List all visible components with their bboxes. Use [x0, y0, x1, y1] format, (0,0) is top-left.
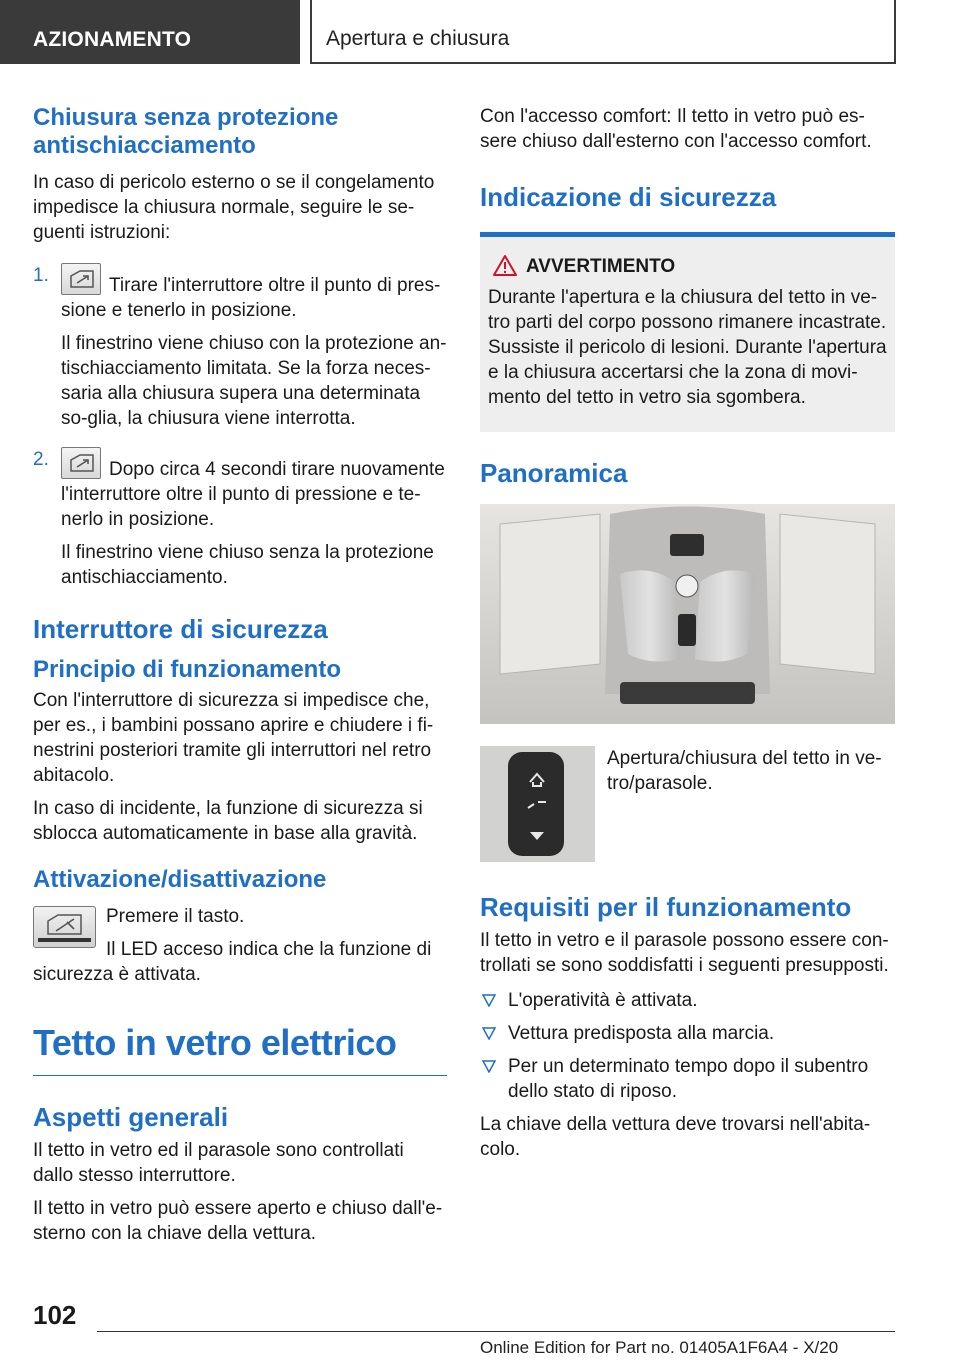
step-1-text: Tirare l'interruttore oltre il punto di pres-sione e tenerlo in posizione.: [61, 275, 441, 321]
step-1-note: Il finestrino viene chiuso con la protezione an-tischiacciamento limitata. Se la forza neces-saria alla chiusura supera una determinata so-glia, la chiusura viene interrotta.: [61, 333, 447, 429]
heading-principle: Principio di funzionamento: [33, 656, 341, 683]
window-switch-icon: [61, 447, 101, 479]
right-column: [480, 104, 895, 1162]
heading-requirements: Requisiti per il funzionamento: [480, 892, 852, 922]
bullet-triangle-icon: [482, 994, 496, 1007]
paragraph-requirements: Il tetto in vetro e il parasole possono essere con-trollati se sono soddisfatti i seguenti presupposti.: [480, 930, 889, 976]
header-chapter-label: Apertura e chiusura: [326, 27, 510, 50]
heading-general: Aspetti generali: [33, 1102, 229, 1132]
requirement-item-2: [480, 1021, 895, 1046]
heading-rule: [33, 1075, 447, 1076]
header-chapter-tab: [310, 0, 896, 64]
heading-glass-roof: Tetto in vetro elettrico: [33, 1022, 397, 1063]
activation-block: [33, 904, 447, 987]
step-1: [33, 263, 447, 431]
paragraph-activation-1: Premere il tasto.: [106, 906, 245, 927]
warning-title: AVVERTIMENTO: [526, 256, 676, 277]
requirement-item-1: [480, 988, 895, 1013]
paragraph-principle-1: Con l'interruttore di sicurezza si impedisce che, per es., i bambini possano aprire e chiudere i fi-nestrini posteriori tramite gli interruttori nel retro abitacolo.: [33, 690, 434, 786]
bullet-triangle-icon: [482, 1060, 496, 1073]
heading-safety-note: Indicazione di sicurezza: [480, 182, 777, 212]
warning-text: Durante l'apertura e la chiusura del tetto in ve-tro parti del corpo possono rimanere incastrate. Sussiste il pericolo di lesioni. Durante l'apertura e la chiusura accertarsi che la zona di movi-mento del tetto in vetro sia sgombera.: [488, 287, 887, 408]
switch-detail-row: [480, 746, 895, 862]
step-2: [33, 447, 447, 590]
requirement-item-2-text: Vettura predisposta alla marcia.: [508, 1023, 775, 1044]
paragraph-key-location: La chiave della vettura deve trovarsi nell'abita-colo.: [480, 1114, 871, 1160]
paragraph-antitrap-intro: In caso di pericolo esterno o se il congelamento impedisce la chiusura normale, seguire le se-guenti istruzioni:: [33, 172, 435, 243]
step-2-note: Il finestrino viene chiuso senza la protezione antischiacciamento.: [61, 542, 434, 588]
window-switch-icon: [61, 263, 101, 295]
page-number: 102: [33, 1300, 77, 1330]
step-1-number: 1.: [33, 265, 49, 286]
paragraph-principle-2: In caso di incidente, la funzione di sicurezza si sblocca automaticamente in base alla gravità.: [33, 798, 423, 844]
paragraph-activation-2: Il LED acceso indica che la funzione di sicurezza è attivata.: [33, 939, 432, 985]
heading-antitrap: Chiusura senza protezione antischiacciamento: [33, 104, 339, 159]
requirement-item-1-text: L'operatività è attivata.: [508, 990, 698, 1011]
header-section-label: AZIONAMENTO: [33, 28, 192, 51]
requirement-item-3-text: Per un determinato tempo dopo il subentro dello stato di riposo.: [508, 1056, 869, 1102]
paragraph-general-2: Il tetto in vetro può essere aperto e chiuso dall'e-sterno con la chiave della vettura.: [33, 1198, 443, 1244]
heading-overview: Panoramica: [480, 458, 628, 488]
left-column: [33, 104, 447, 1246]
requirement-item-3: [480, 1054, 895, 1104]
safety-switch-icon: [33, 906, 96, 948]
header-section-tab: [0, 0, 300, 64]
roof-console-image: [480, 504, 895, 724]
paragraph-comfort-access: Con l'accesso comfort: Il tetto in vetro può es-sere chiuso dall'esterno con l'accesso comfort.: [480, 106, 872, 152]
step-2-text: Dopo circa 4 secondi tirare nuovamente l'interruttore oltre il punto di pressione e te-nerlo in posizione.: [61, 459, 445, 530]
warning-box: [480, 237, 895, 432]
heading-activation: Attivazione/disattivazione: [33, 866, 327, 893]
paragraph-general-1: Il tetto in vetro ed il parasole sono controllati dallo stesso interruttore.: [33, 1140, 404, 1186]
bullet-triangle-icon: [482, 1027, 496, 1040]
step-2-number: 2.: [33, 449, 49, 470]
switch-caption: Apertura/chiusura del tetto in ve-tro/parasole.: [607, 748, 882, 794]
warning-triangle-icon: [492, 254, 518, 277]
footer-edition: Online Edition for Part no. 01405A1F6A4 - X/20: [480, 1338, 839, 1357]
footer-rule: [97, 1331, 895, 1332]
heading-safety-switch: Interruttore di sicurezza: [33, 614, 328, 644]
roof-switch-image: [480, 746, 595, 862]
